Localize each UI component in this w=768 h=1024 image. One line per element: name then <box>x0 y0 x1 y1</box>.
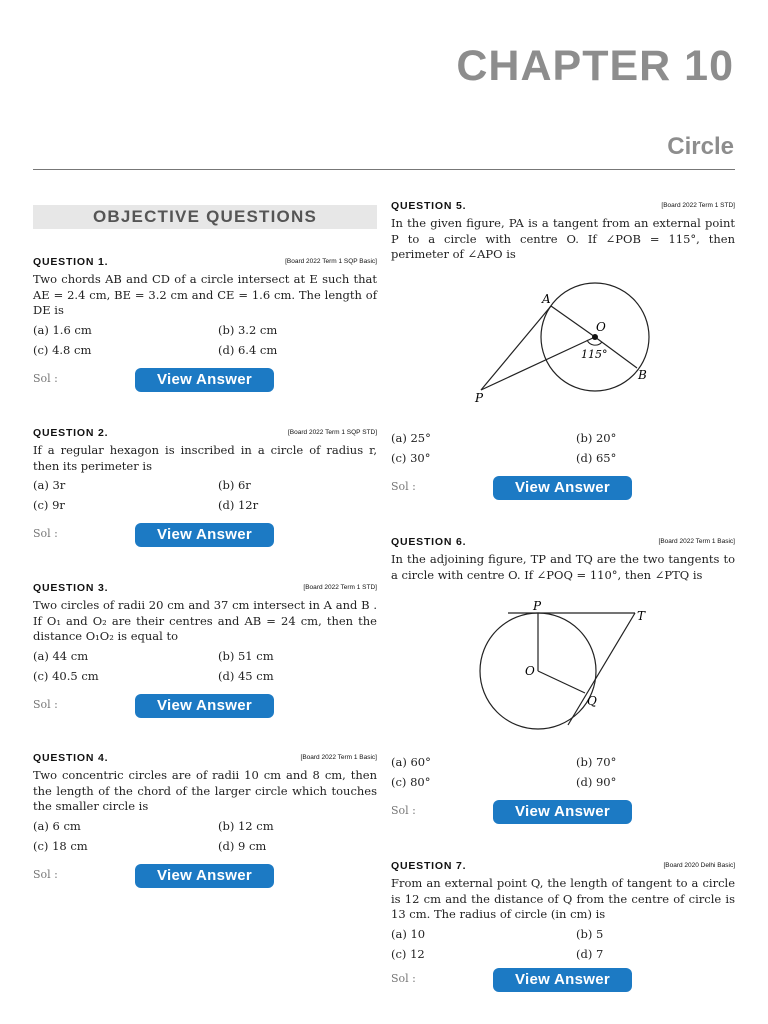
label-t: T <box>637 609 646 623</box>
sol-label: Sol : <box>33 527 58 540</box>
label-b: B <box>638 368 647 382</box>
view-answer-button[interactable]: View Answer <box>135 694 274 718</box>
question-text: Two circles of radii 20 cm and 37 cm intersect in A and B . If O₁ and O₂ are their centres and AB = 24 cm, then the distance O₁O₂ is equal to <box>33 598 377 643</box>
option-c: (c) 30° <box>391 451 431 465</box>
option-b: (b) 3.2 cm <box>218 322 278 337</box>
label-o: O <box>596 320 606 334</box>
question-text: From an external point Q, the length of tangent to a circle is 12 cm and the distance of Q from the centre of circle is 13 cm. The radius of circle (in cm) is <box>391 876 735 921</box>
option-b: (b) 20° <box>576 431 617 445</box>
label-p: P <box>475 391 484 405</box>
line-po <box>481 337 595 390</box>
question-2 <box>33 427 377 547</box>
question-text: In the adjoining figure, TP and TQ are the two tangents to a circle with centre O. If ∠POQ = 110°, then ∠PTQ is <box>391 552 735 582</box>
chapter-title: CHAPTER 10 <box>456 42 734 90</box>
question-label: QUESTION 7. <box>391 860 467 872</box>
question-source-tag: [Board 2022 Term 1 SQP STD] <box>288 429 377 436</box>
tangent-figure-q5 <box>470 280 660 408</box>
tangent-figure-q6 <box>470 598 660 750</box>
label-q: Q <box>587 694 597 708</box>
chapter-subtitle: Circle <box>667 133 734 160</box>
label-p: P <box>533 599 542 613</box>
sol-label: Sol : <box>391 804 416 817</box>
radius-oq <box>538 671 585 693</box>
option-c: (c) 18 cm <box>33 838 88 853</box>
label-o: O <box>525 664 535 678</box>
option-d: (d) 12r <box>218 498 259 512</box>
view-answer-button[interactable]: View Answer <box>135 523 274 547</box>
question-text: Two concentric circles are of radii 10 cm and 8 cm, then the length of the chord of the larger circle which touches the smaller circle is <box>33 768 377 813</box>
option-a: (a) 3r <box>33 478 66 492</box>
question-source-tag: [Board 2022 Term 1 SQP Basic] <box>285 258 377 265</box>
sol-label: Sol : <box>391 971 416 985</box>
question-6 <box>391 536 735 583</box>
option-b: (b) 6r <box>218 478 251 492</box>
centre-dot <box>592 334 598 340</box>
section-banner: OBJECTIVE QUESTIONS <box>33 205 377 229</box>
question-source-tag: [Board 2022 Term 1 STD] <box>303 584 377 591</box>
option-a: (a) 10 <box>391 926 426 941</box>
option-c: (c) 12 <box>391 946 425 961</box>
sol-label: Sol : <box>33 867 58 881</box>
sol-label: Sol : <box>33 697 58 711</box>
sol-label: Sol : <box>33 371 58 385</box>
option-d: (d) 65° <box>576 451 617 465</box>
option-a: (a) 44 cm <box>33 648 89 663</box>
question-7 <box>391 860 735 992</box>
sol-label: Sol : <box>391 480 416 493</box>
option-c: (c) 9r <box>33 498 65 512</box>
question-label: QUESTION 6. <box>391 536 467 548</box>
question-label: QUESTION 4. <box>33 752 109 764</box>
option-c: (c) 80° <box>391 775 431 789</box>
option-b: (b) 5 <box>576 926 604 941</box>
option-b: (b) 51 cm <box>218 648 274 663</box>
question-source-tag: [Board 2020 Delhi Basic] <box>663 862 735 869</box>
label-angle: 115° <box>581 348 608 361</box>
radius-oa <box>551 306 595 337</box>
question-3 <box>33 582 377 718</box>
option-a: (a) 1.6 cm <box>33 322 92 337</box>
question-4 <box>33 752 377 888</box>
option-a: (a) 60° <box>391 755 431 769</box>
option-d: (d) 6.4 cm <box>218 342 278 357</box>
tangent-line-pa <box>481 306 551 390</box>
question-label: QUESTION 5. <box>391 200 467 212</box>
question-label: QUESTION 3. <box>33 582 109 594</box>
view-answer-button[interactable]: View Answer <box>493 476 632 500</box>
option-c: (c) 4.8 cm <box>33 342 92 357</box>
question-1 <box>33 256 377 392</box>
option-b: (b) 12 cm <box>218 818 274 833</box>
view-answer-button[interactable]: View Answer <box>493 968 632 992</box>
view-answer-button[interactable]: View Answer <box>135 368 274 392</box>
question-text: In the given figure, PA is a tangent from an external point P to a circle with centre O. If ∠POB = 115°, then perimeter of ∠APO is <box>391 216 735 261</box>
view-answer-button[interactable]: View Answer <box>135 864 274 888</box>
option-c: (c) 40.5 cm <box>33 668 99 683</box>
question-label: QUESTION 1. <box>33 256 109 268</box>
option-a: (a) 25° <box>391 431 431 445</box>
option-d: (d) 7 <box>576 946 604 961</box>
question-text: Two chords AB and CD of a circle intersect at E such that AE = 2.4 cm, BE = 3.2 cm and CE = 1.6 cm. The length of DE is <box>33 272 377 317</box>
option-d: (d) 90° <box>576 775 617 789</box>
question-source-tag: [Board 2022 Term 1 Basic] <box>658 538 735 545</box>
question-text: If a regular hexagon is inscribed in a circle of radius r, then its perimeter is <box>33 443 377 473</box>
question-label: QUESTION 2. <box>33 427 109 439</box>
question-6-options <box>391 751 735 824</box>
view-answer-button[interactable]: View Answer <box>493 800 632 824</box>
question-5 <box>391 200 735 263</box>
label-a: A <box>542 292 551 306</box>
question-source-tag: [Board 2022 Term 1 STD] <box>661 202 735 209</box>
option-a: (a) 6 cm <box>33 818 81 833</box>
option-b: (b) 70° <box>576 755 617 769</box>
question-5-options <box>391 427 735 500</box>
header-divider <box>33 169 735 170</box>
option-d: (d) 45 cm <box>218 668 274 683</box>
option-d: (d) 9 cm <box>218 838 267 853</box>
question-source-tag: [Board 2022 Term 1 Basic] <box>300 754 377 761</box>
